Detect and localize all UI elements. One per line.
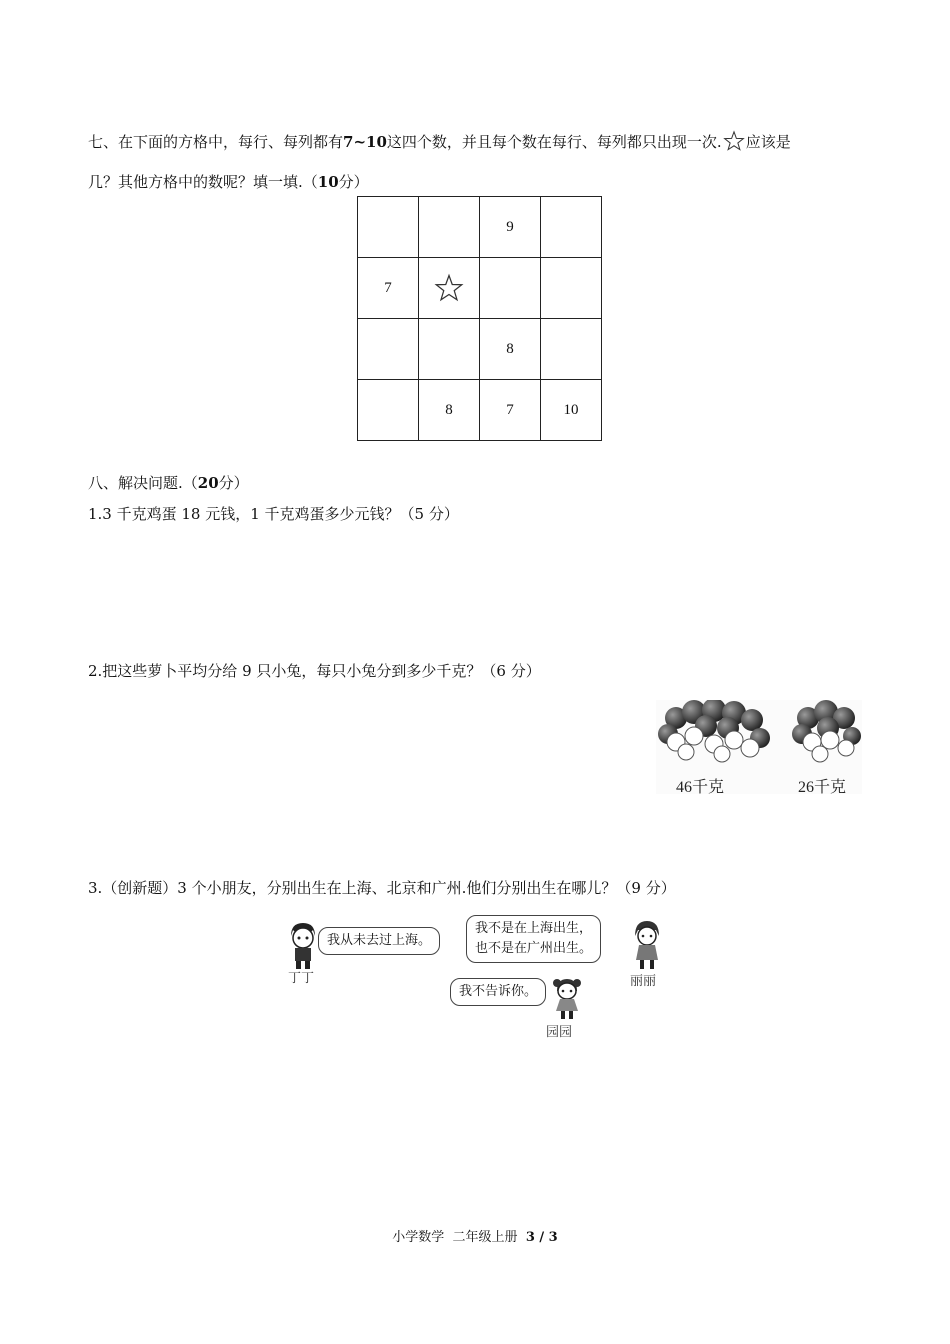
grid-cell[interactable] — [541, 197, 602, 258]
q7-instruction-line2 — [88, 171, 369, 192]
star-icon — [434, 273, 464, 303]
grid-row — [358, 258, 602, 319]
grid-row — [358, 197, 602, 258]
q7-text-d: 几？其他方格中的数呢？填一填.（ — [88, 173, 318, 191]
grid-row — [358, 319, 602, 380]
yuanyuan-speech-bubble: 我不告诉你。 — [450, 978, 546, 1006]
q7-text-c: 应该是 — [745, 133, 791, 151]
grid-cell[interactable] — [541, 258, 602, 319]
lili-name: 丽丽 — [630, 974, 657, 989]
number-grid — [357, 196, 602, 441]
star-icon — [723, 130, 745, 152]
radish-pile-small — [792, 700, 861, 762]
footer-page-number: 3 / 3 — [525, 1230, 558, 1245]
yuanyuan-figure — [550, 975, 584, 1021]
radish-pile-large — [658, 700, 770, 762]
problem-2: 2.把这些萝卜平均分给 9 只小兔，每只小兔分到多少千克？（6 分） — [88, 662, 541, 680]
page-footer — [0, 1226, 950, 1245]
grid-cell[interactable] — [358, 319, 419, 380]
grid-cell[interactable] — [480, 258, 541, 319]
grid-cell[interactable] — [419, 197, 480, 258]
q8-score: 20 — [197, 474, 219, 492]
grid-cell: 8 — [419, 380, 480, 441]
dingding-name: 丁丁 — [288, 971, 315, 986]
problem-1: 1.3 千克鸡蛋 18 元钱，1 千克鸡蛋多少元钱？（5 分） — [88, 505, 459, 523]
grid-cell: 10 — [541, 380, 602, 441]
problem-3: 3.（创新题）3 个小朋友，分别出生在上海、北京和广州.他们分别出生在哪儿？（9 分） — [88, 879, 676, 897]
q7-text-e: 分） — [338, 173, 369, 191]
lili-speech-line2: 也不是在广州出生。 — [475, 941, 593, 956]
lili-speech-bubble — [466, 915, 601, 963]
q8-title-text-a: 八、解决问题.（ — [88, 474, 198, 492]
grid-cell: 7 — [358, 258, 419, 319]
grid-row — [358, 380, 602, 441]
q7-text-a: 七、在下面的方格中，每行、每列都有 — [88, 133, 344, 151]
radish-label-small: 26千克 — [798, 779, 847, 796]
grid-cell-star[interactable] — [419, 258, 480, 319]
yuanyuan-name: 园园 — [546, 1025, 573, 1040]
grid-cell: 8 — [480, 319, 541, 380]
lili-figure — [630, 918, 664, 970]
grid-cell: 9 — [480, 197, 541, 258]
lili-speech-line1: 我不是在上海出生， — [475, 921, 593, 936]
radish-illustration — [656, 700, 862, 794]
grid-cell[interactable] — [358, 197, 419, 258]
q7-score: 10 — [317, 173, 339, 191]
grid-cell[interactable] — [541, 319, 602, 380]
grid-cell[interactable] — [419, 319, 480, 380]
dingding-speech-bubble: 我从未去过上海。 — [318, 927, 440, 955]
q8-title — [88, 472, 249, 493]
q7-text-b: 这四个数，并且每个数在每行、每列都只出现一次. — [386, 133, 722, 151]
footer-subject: 小学数学 二年级上册 — [392, 1230, 526, 1245]
q7-instruction-line1 — [88, 130, 791, 152]
grid-cell: 7 — [480, 380, 541, 441]
q8-title-text-b: 分） — [218, 474, 249, 492]
dingding-figure — [285, 920, 321, 970]
grid-cell[interactable] — [358, 380, 419, 441]
radish-label-large: 46千克 — [676, 779, 725, 796]
q7-range: 7~10 — [343, 133, 387, 151]
